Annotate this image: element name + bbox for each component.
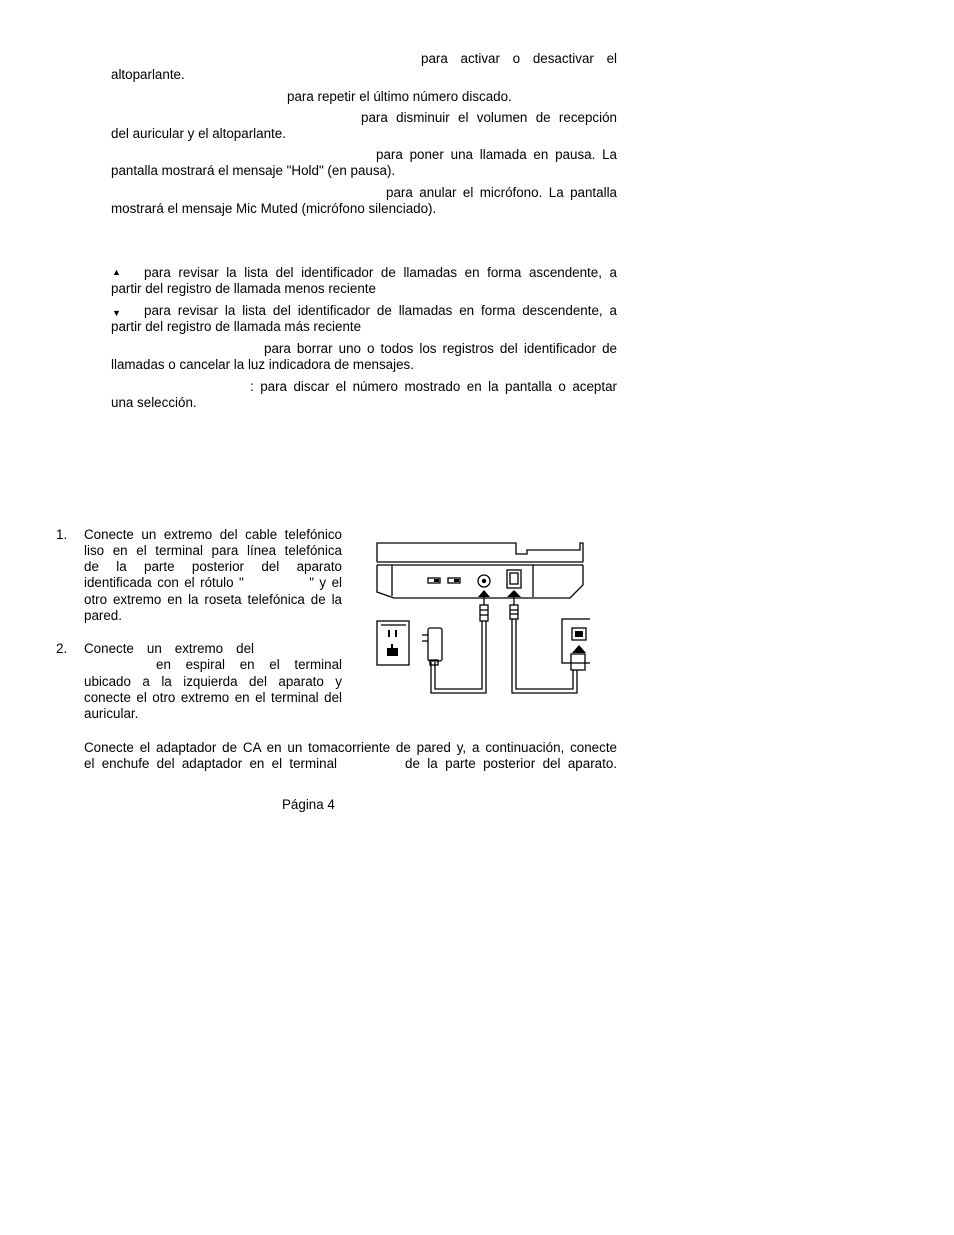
wall-outlet-icon xyxy=(377,621,409,665)
dial-desc-line1: : para discar el número mostrado en la pantalla o aceptar xyxy=(250,379,617,394)
step-1-line5: otro extremo en la roseta telefónica de la xyxy=(84,592,342,607)
power-cable xyxy=(431,605,488,693)
hold-desc-line1: para poner una llamada en pausa. La xyxy=(376,147,617,162)
dial-desc-line2: una selección. xyxy=(111,395,197,410)
step-2-number: 2. xyxy=(56,641,68,656)
mute-desc-line1: para anular el micrófono. La pantalla xyxy=(386,185,617,200)
volume-desc-line2: del auricular y el altoparlante. xyxy=(111,126,286,141)
dc-arrow-icon xyxy=(478,590,490,597)
phone-line-cable xyxy=(510,605,577,693)
step-1-line2: liso en el terminal para línea telefónica xyxy=(84,543,342,558)
delete-desc-line2: llamadas o cancelar la luz indicadora de mensajes. xyxy=(111,357,414,372)
step-2-line4: conecte el otro extremo en el terminal del xyxy=(84,690,342,705)
up-desc-line2: partir del registro de llamada menos reciente xyxy=(111,281,376,296)
step-2-line1: Conecte un extremo del xyxy=(84,641,254,656)
speaker-desc-line2: altoparlante. xyxy=(111,67,185,82)
redial-desc: para repetir el último número discado. xyxy=(287,89,512,104)
step-2-line2: en espiral en el terminal xyxy=(156,657,342,672)
connection-diagram xyxy=(370,535,590,700)
down-desc-line2: partir del registro de llamada más reciente xyxy=(111,319,362,334)
adapter-line2b: de la parte posterior del aparato. xyxy=(405,756,617,771)
volume-desc-line1: para disminuir el volumen de recepción xyxy=(361,110,617,125)
page-number: Página 4 xyxy=(282,797,335,812)
speaker-desc-line1: para activar o desactivar el xyxy=(421,51,617,66)
ac-adapter xyxy=(422,628,442,665)
mute-desc-line2: mostrará el mensaje Mic Muted (micrófono silenciado). xyxy=(111,201,437,216)
step-2-line3: ubicado a la izquierda del aparato y xyxy=(84,674,342,689)
line-arrow-icon xyxy=(507,590,521,597)
up-arrow-icon: ▲ xyxy=(112,267,121,277)
wall-phone-jack-icon xyxy=(562,619,590,670)
step-2-line5: auricular. xyxy=(84,706,139,721)
phone-base xyxy=(377,543,583,598)
up-desc-line1: para revisar la lista del identificador de llamadas en forma ascendente, a xyxy=(144,265,617,280)
adapter-line2a: el enchufe del adaptador en el terminal xyxy=(84,756,337,771)
adapter-line1: Conecte el adaptador de CA en un tomacorriente de pared y, a continuación, conecte xyxy=(84,740,617,755)
step-1-number: 1. xyxy=(56,527,68,542)
delete-desc-line1: para borrar uno o todos los registros del identificador de xyxy=(264,341,617,356)
step-1-line3: de la parte posterior del aparato xyxy=(84,559,342,574)
hold-desc-line2: pantalla mostrará el mensaje "Hold" (en pausa). xyxy=(111,163,396,178)
down-arrow-icon: ▼ xyxy=(112,308,121,318)
step-1-line4: identificada con el rótulo " " y el xyxy=(84,575,342,590)
step-1-line1: Conecte un extremo del cable telefónico xyxy=(84,527,342,542)
step-1-line6: pared. xyxy=(84,608,122,623)
down-desc-line1: para revisar la lista del identificador de llamadas en forma descendente, a xyxy=(144,303,617,318)
